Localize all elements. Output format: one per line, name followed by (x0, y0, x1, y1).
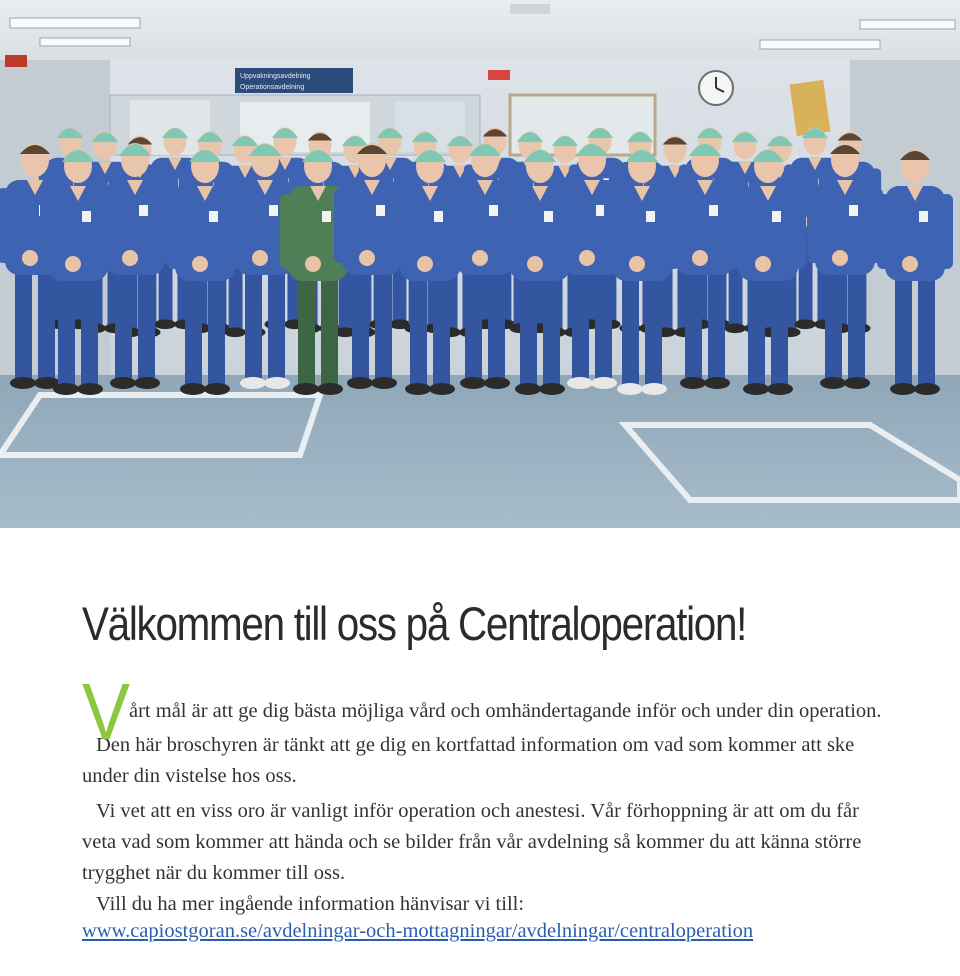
paragraph-1: Den här broschyren är tänkt att ge dig en kortfattad information om vad som kommer att ske under din vistelse hos oss. (82, 734, 855, 787)
sign-bottom-text: Operationsavdelning (240, 84, 305, 91)
intro-text: årt mål är att ge dig bästa möjliga vård och omhändertagande inför och under din operation. (129, 700, 882, 722)
paragraph-2: Vi vet att en viss oro är vanligt inför operation och anestesi. Vår förhoppning är att om du får veta vad som kommer att hända och se bilder från vår avdelning så kommer du att känna större trygghet när du kommer till oss. (82, 800, 862, 884)
more-info-text: Vill du ha mer ingående information hänvisar vi till: (96, 893, 525, 915)
page-title: Välkommen till oss på Centraloperation! (82, 597, 747, 650)
sign-top-text: Uppvakningsavdelning (240, 73, 311, 80)
website-link[interactable]: www.capiostgoran.se/avdelningar-och-mottagningar/avdelningar/centraloperation (82, 920, 754, 942)
intro-paragraph (82, 667, 882, 756)
body-text (82, 667, 882, 947)
drop-cap: V (82, 667, 131, 756)
